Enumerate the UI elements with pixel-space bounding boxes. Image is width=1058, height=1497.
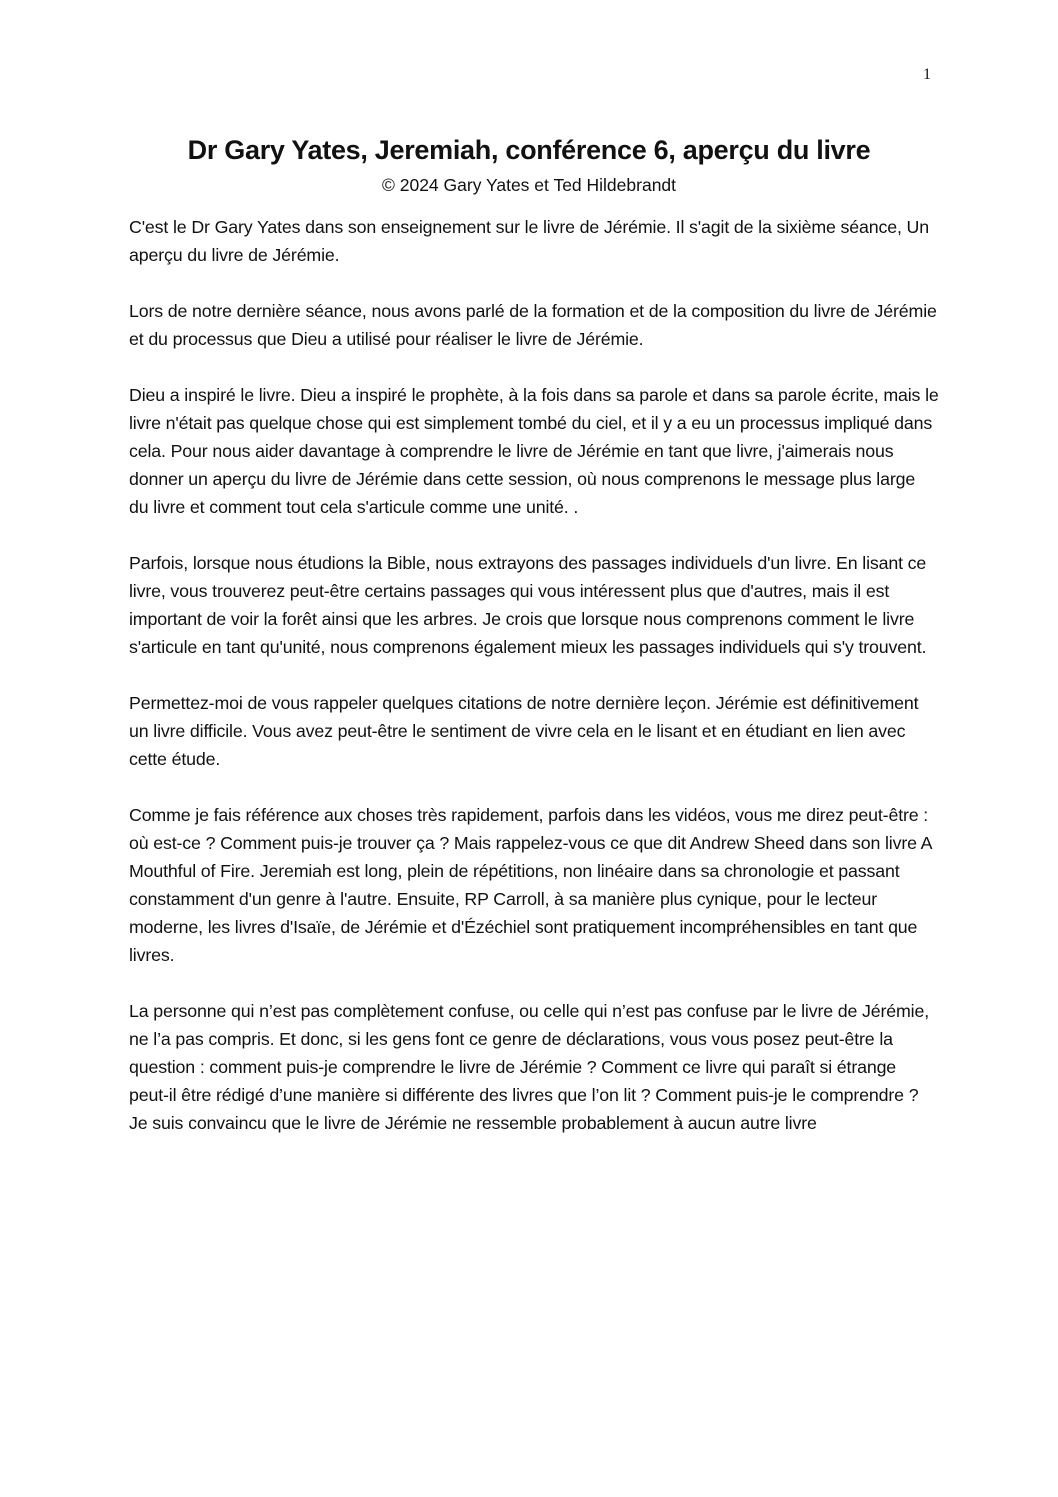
paragraph-6: Comme je fais référence aux choses très rapidement, parfois dans les vidéos, vous me direz peut-être : où est-ce ? Comment puis-je trouver ça ? Mais rappelez-vous ce que dit Andrew Sheed dans son livre A Mouthful of Fire. Jeremiah est long, plein de répétitions, non linéaire dans sa chronologie et passant constamment d'un genre à l'autre. Ensuite, RP Carroll, à sa manière plus cynique, pour le lecteur moderne, les livres d'Isaïe, de Jérémie et d'Ézéchiel sont pratiquement incompréhensibles en tant que livres.	[129, 805, 932, 965]
document-body	[129, 213, 939, 1165]
paragraph-4: Parfois, lorsque nous étudions la Bible, nous extrayons des passages individuels d'un livre. En lisant ce livre, vous trouverez peut-être certains passages qui vous intéressent plus que d'autres, mais il est important de voir la forêt ainsi que les arbres. Je crois que lorsque nous comprenons comment le livre s'articule en tant qu'unité, nous comprenons également mieux les passages individuels qui s'y trouvent.	[129, 553, 927, 657]
paragraph-7: La personne qui n’est pas complètement confuse, ou celle qui n’est pas confuse par le livre de Jérémie, ne l’a pas compris. Et donc, si les gens font ce genre de déclarations, vous vous posez peut-être la question : comment puis-je comprendre le livre de Jérémie ? Comment ce livre qui paraît si étrange peut-il être rédigé d’une manière si différente des livres que l’on lit ? Comment puis-je le comprendre ? Je suis convaincu que le livre de Jérémie ne ressemble probablement à aucun autre livre	[129, 1001, 929, 1133]
document-title: Dr Gary Yates, Jeremiah, conférence 6, aperçu du livre	[187, 135, 871, 165]
paragraph-1: C'est le Dr Gary Yates dans son enseignement sur le livre de Jérémie. Il s'agit de la sixième séance, Un aperçu du livre de Jérémie.	[129, 217, 929, 265]
paragraph-2: Lors de notre dernière séance, nous avons parlé de la formation et de la composition du livre de Jérémie et du processus que Dieu a utilisé pour réaliser le livre de Jérémie.	[129, 301, 937, 349]
paragraph-3: Dieu a inspiré le livre. Dieu a inspiré le prophète, à la fois dans sa parole et dans sa parole écrite, mais le livre n'était pas quelque chose qui est simplement tombé du ciel, et il y a eu un processus impliqué dans cela. Pour nous aider davantage à comprendre le livre de Jérémie en tant que livre, j'aimerais nous donner un aperçu du livre de Jérémie dans cette session, où nous comprenons le message plus large du livre et comment tout cela s'articule comme une unité. .	[129, 385, 939, 517]
paragraph-5: Permettez-moi de vous rappeler quelques citations de notre dernière leçon. Jérémie est définitivement un livre difficile. Vous avez peut-être le sentiment de vivre cela en le lisant et en étudiant en lien avec cette étude.	[129, 693, 919, 769]
page-number: 1	[923, 66, 931, 83]
copyright-line: © 2024 Gary Yates et Ted Hildebrandt	[381, 175, 677, 195]
